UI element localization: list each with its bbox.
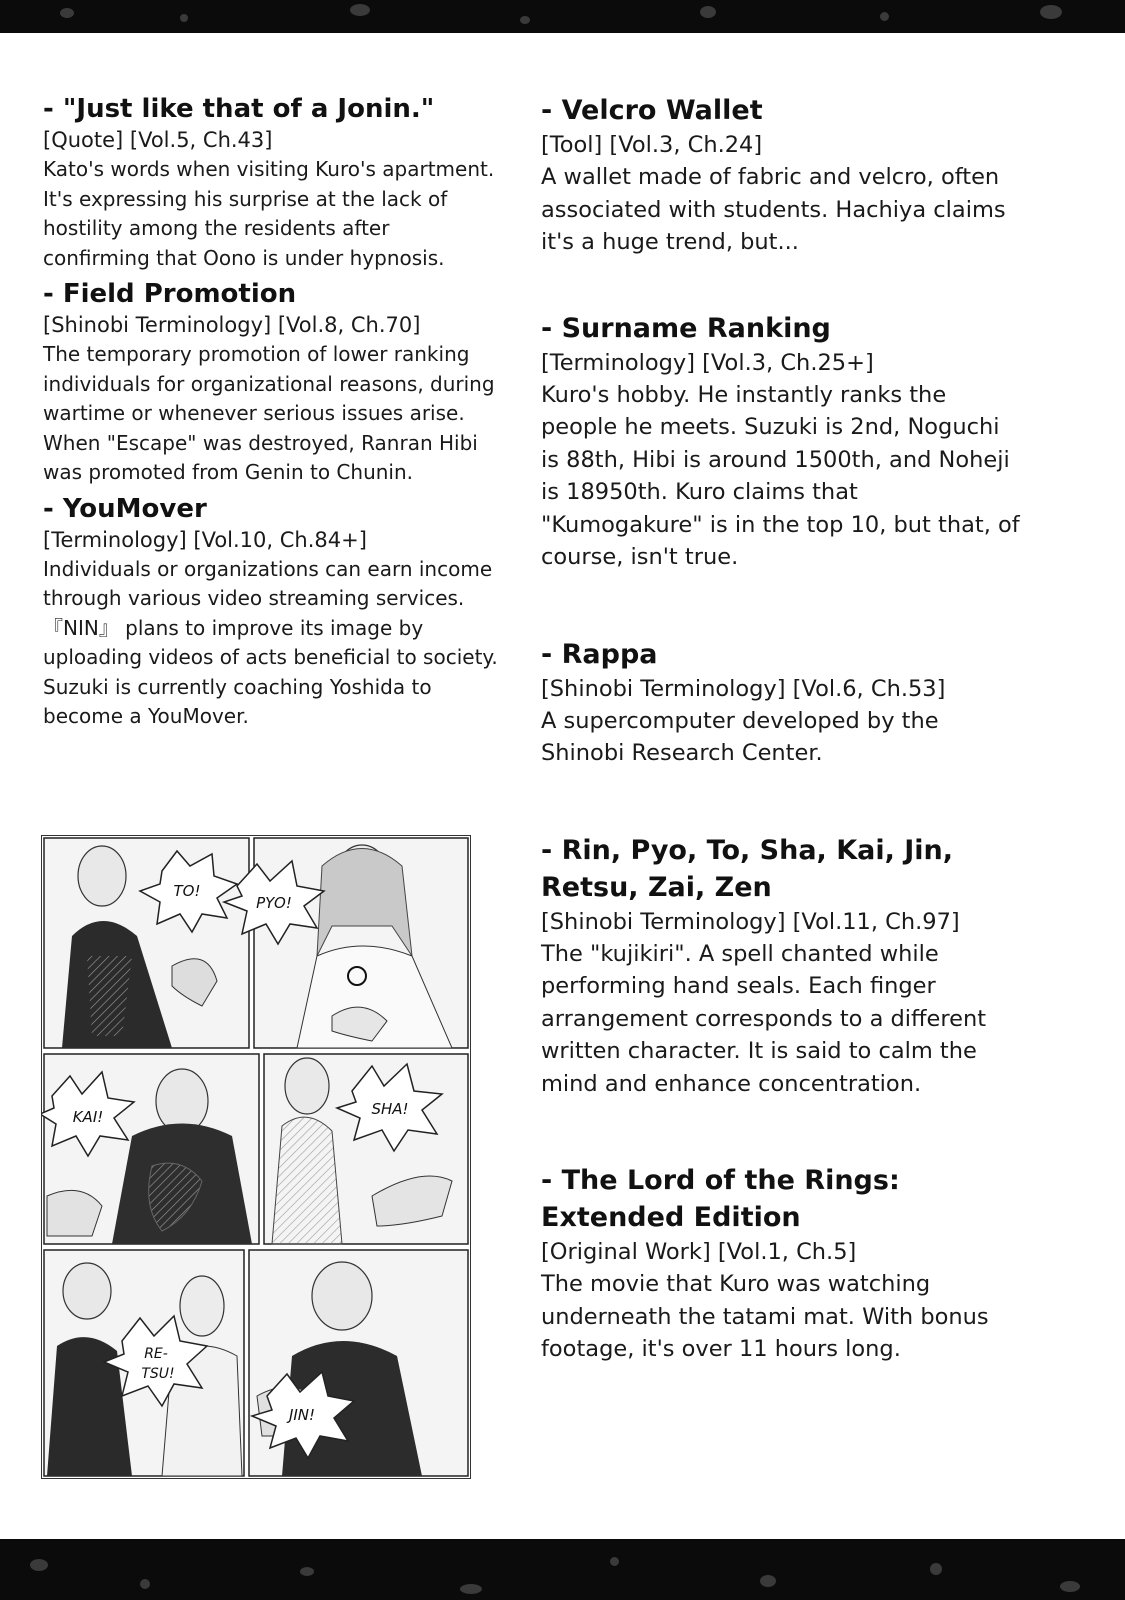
entry-title: - Surname Ranking <box>541 312 831 344</box>
glossary-entry-jonin-quote <box>43 92 498 273</box>
entry-tag: [Shinobi Terminology] [Vol.8, Ch.70] <box>43 313 421 337</box>
bottom-decorative-band <box>0 1539 1125 1600</box>
glossary-entry-rappa <box>541 636 1021 770</box>
entry-description: Kuro's hobby. He instantly ranks the people he meets. Suzuki is 2nd, Noguchi is 88th, Hibi is around 1500th, and Noheji is 18950th. Kuro claims that "Kumogakure" is in the top 10, but that, of course, isn't true. <box>541 381 1020 570</box>
entry-description: The "kujikiri". A spell chanted while performing hand seals. Each finger arrangement corresponds to a different written character. It is said to calm the mind and enhance concentration. <box>541 940 987 1097</box>
entry-title: - Field Promotion <box>43 279 297 309</box>
glossary-entry-youmover <box>43 492 498 732</box>
entry-title: - The Lord of the Rings: Extended Edition <box>541 1165 900 1233</box>
entry-tag: [Quote] [Vol.5, Ch.43] <box>43 128 273 152</box>
entry-tag: [Terminology] [Vol.10, Ch.84+] <box>43 527 367 552</box>
balloon-text: KAI! <box>72 1108 104 1126</box>
entry-description: A supercomputer developed by the Shinobi Research Center. <box>541 707 939 766</box>
entry-tag: [Shinobi Terminology] [Vol.6, Ch.53] <box>541 675 946 702</box>
glossary-entry-velcro-wallet <box>541 92 1021 259</box>
entry-title: - YouMover <box>43 493 207 524</box>
glossary-entry-surname-ranking <box>541 310 1021 574</box>
entry-description: A wallet made of fabric and velcro, often associated with students. Hachiya claims it's a huge trend, but... <box>541 164 1006 255</box>
entry-title: - Rappa <box>541 638 658 670</box>
glossary-entry-field-promotion <box>43 277 498 488</box>
entry-tag: [Shinobi Terminology] [Vol.11, Ch.97] <box>541 908 960 935</box>
glossary-entry-kujikiri <box>541 832 1021 1101</box>
glossary-entry-lotr-extended <box>541 1162 1021 1366</box>
entry-tag: [Terminology] [Vol.3, Ch.25+] <box>541 349 874 376</box>
top-decorative-band <box>0 0 1125 33</box>
balloon-text: RE- <box>144 1346 168 1362</box>
entry-title: - Rin, Pyo, To, Sha, Kai, Jin, Retsu, Zai, Zen <box>541 834 954 903</box>
entry-title: - Velcro Wallet <box>541 95 763 126</box>
entry-description: Individuals or organizations can earn income through various video streaming services. 『NIN』 plans to improve its image by uploading videos of acts beneficial to society. Suzuki is currently coaching Yoshida to become a YouMover. <box>43 556 498 728</box>
manga-illustration <box>41 835 471 1479</box>
balloon-text: PYO! <box>256 894 292 912</box>
entry-description: The temporary promotion of lower ranking individuals for organizational reasons, during wartime or whenever serious issues arise. When "Escape" was destroyed, Ranran Hibi was promoted from Genin to Chunin. <box>43 342 495 484</box>
entry-description: Kato's words when visiting Kuro's apartment. It's expressing his surprise at the lack of hostility among the residents after confirming that Oono is under hypnosis. <box>43 157 495 270</box>
left-column <box>43 92 498 732</box>
entry-title: - "Just like that of a Jonin." <box>43 94 435 124</box>
entry-tag: [Tool] [Vol.3, Ch.24] <box>541 132 763 158</box>
balloon-text: TO! <box>173 882 201 900</box>
balloon-text: JIN! <box>288 1406 316 1424</box>
balloon-text: SHA! <box>371 1100 409 1118</box>
right-column <box>541 92 1021 1366</box>
entry-description: The movie that Kuro was watching underneath the tatami mat. With bonus footage, it's over 11 hours long. <box>541 1271 989 1362</box>
balloon-text: TSU! <box>141 1366 175 1382</box>
entry-tag: [Original Work] [Vol.1, Ch.5] <box>541 1239 857 1265</box>
